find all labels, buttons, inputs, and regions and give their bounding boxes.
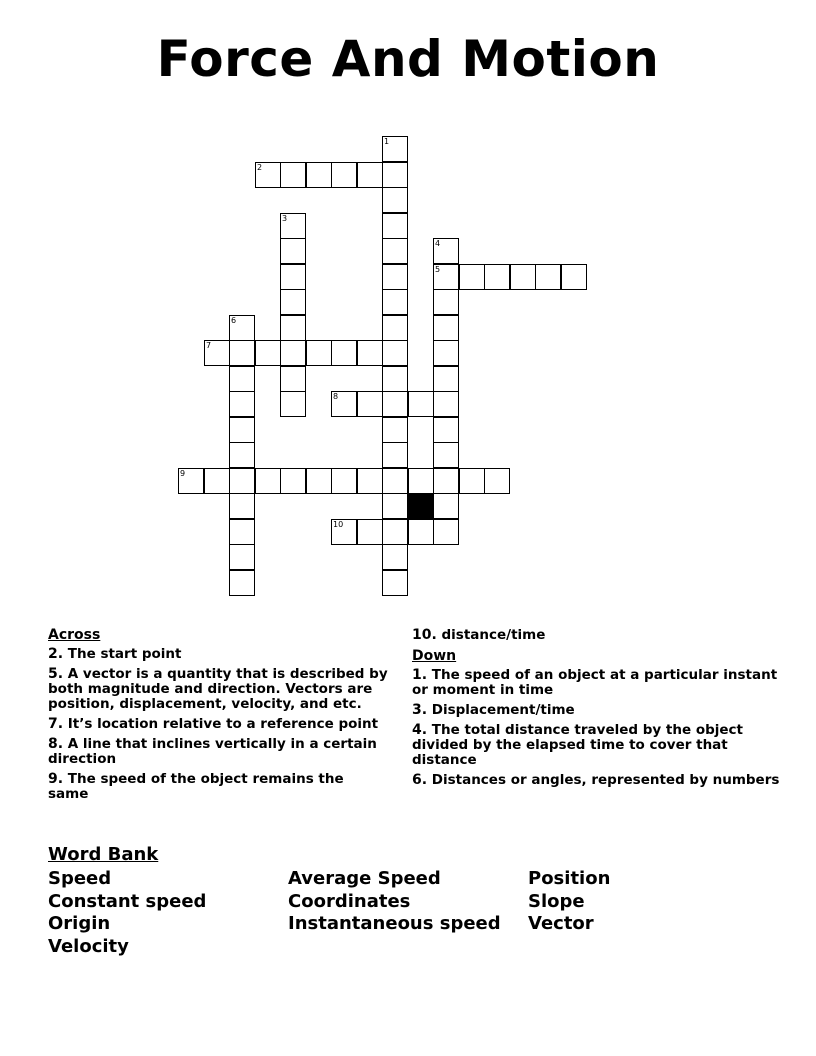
clue-number: 5.: [48, 666, 64, 682]
crossword-cell[interactable]: [331, 340, 357, 366]
crossword-cell[interactable]: [229, 391, 255, 417]
crossword-cell[interactable]: [382, 391, 408, 417]
crossword-cell[interactable]: [459, 468, 485, 494]
clue-number: 2.: [48, 646, 64, 662]
crossword-cell[interactable]: [382, 136, 408, 162]
crossword-cell[interactable]: [178, 468, 204, 494]
crossword-cell[interactable]: [484, 468, 510, 494]
page-title: Force And Motion: [156, 30, 660, 88]
clue-text: The start point: [67, 646, 182, 662]
clue-across-7: [48, 717, 388, 732]
crossword-cell[interactable]: [382, 493, 408, 519]
clue-across-10: [412, 628, 782, 643]
crossword-cell[interactable]: [382, 289, 408, 315]
crossword-cell[interactable]: [255, 468, 281, 494]
crossword-cell[interactable]: [280, 162, 306, 188]
clue-across-8: [48, 737, 388, 767]
crossword-cell[interactable]: [408, 468, 434, 494]
word-bank-item: Coordinates: [288, 891, 411, 912]
crossword-cell[interactable]: [306, 162, 332, 188]
clue-number: 7.: [48, 716, 64, 732]
clue-text: Displacement/time: [431, 702, 575, 718]
crossword-cell[interactable]: [280, 315, 306, 341]
crossword-cell[interactable]: [229, 340, 255, 366]
clue-number: 3.: [412, 702, 428, 718]
clue-text: It’s location relative to a reference point: [67, 716, 379, 732]
crossword-cell[interactable]: [204, 340, 230, 366]
crossword-cell[interactable]: [382, 366, 408, 392]
clue-down-4: [412, 723, 782, 768]
crossword-cell[interactable]: [280, 264, 306, 290]
word-bank-item: Position: [528, 868, 611, 889]
crossword-cell[interactable]: [331, 468, 357, 494]
clues-left-column: [48, 628, 388, 807]
crossword-cell[interactable]: [229, 519, 255, 545]
clue-text: A line that inclines vertically in a certain direction: [48, 736, 377, 767]
crossword-cell[interactable]: [382, 187, 408, 213]
crossword-cell[interactable]: [280, 366, 306, 392]
word-bank-item: Instantaneous speed: [288, 913, 501, 934]
crossword-cell[interactable]: [535, 264, 561, 290]
crossword-cell[interactable]: [382, 417, 408, 443]
clue-text: The total distance traveled by the object divided by the elapsed time to cover that distance: [412, 722, 744, 768]
crossword-cell[interactable]: [255, 162, 281, 188]
word-bank-item: Velocity: [48, 936, 129, 957]
crossword-cell[interactable]: [280, 289, 306, 315]
word-bank-title: Word Bank: [48, 844, 159, 865]
word-bank-item: Speed: [48, 868, 112, 889]
crossword-cell[interactable]: [484, 264, 510, 290]
clue-across-9: [48, 772, 388, 802]
crossword-cell[interactable]: [433, 468, 459, 494]
crossword-cell[interactable]: [357, 162, 383, 188]
crossword-cell[interactable]: [433, 238, 459, 264]
crossword-cell[interactable]: [229, 468, 255, 494]
crossword-cell[interactable]: [561, 264, 587, 290]
crossword-cell[interactable]: [229, 493, 255, 519]
clue-text: The speed of the object remains the same: [48, 771, 344, 802]
across-heading: Across: [48, 627, 101, 643]
cell-number: 3: [282, 214, 288, 223]
crossword-cell[interactable]: [280, 238, 306, 264]
crossword-cell[interactable]: [408, 519, 434, 545]
cell-number: 10: [333, 520, 344, 529]
crossword-cell[interactable]: [433, 391, 459, 417]
clue-down-6: [412, 773, 782, 788]
crossword-cell[interactable]: [357, 468, 383, 494]
crossword-cell[interactable]: [433, 417, 459, 443]
crossword-cell[interactable]: [357, 519, 383, 545]
clue-number: 9.: [48, 771, 64, 787]
cell-number: 1: [384, 137, 390, 146]
cell-number: 6: [231, 316, 237, 325]
crossword-cell[interactable]: [306, 468, 332, 494]
crossword-cell[interactable]: [255, 340, 281, 366]
word-bank-item: Average Speed: [288, 868, 441, 889]
crossword-cell[interactable]: [382, 519, 408, 545]
crossword-cell[interactable]: [382, 544, 408, 570]
word-bank-item: Origin: [48, 913, 111, 934]
crossword-cell[interactable]: [280, 391, 306, 417]
clue-number: 10.: [412, 627, 437, 643]
crossword-cell[interactable]: [331, 162, 357, 188]
crossword-cell[interactable]: [204, 468, 230, 494]
crossword-cell[interactable]: [331, 391, 357, 417]
crossword-cell[interactable]: [382, 442, 408, 468]
clue-across-2: [48, 647, 388, 662]
crossword-cell[interactable]: [382, 468, 408, 494]
crossword-cell[interactable]: [229, 442, 255, 468]
cell-number: 5: [435, 265, 441, 274]
crossword-cell[interactable]: [433, 340, 459, 366]
clue-number: 4.: [412, 722, 428, 738]
clues-right-column: [412, 628, 782, 793]
crossword-cell[interactable]: [382, 570, 408, 596]
crossword-cell[interactable]: [229, 570, 255, 596]
crossword-cell[interactable]: [408, 391, 434, 417]
cell-number: 7: [206, 341, 212, 350]
crossword-cell[interactable]: [433, 315, 459, 341]
crossword-cell[interactable]: [433, 289, 459, 315]
crossword-cell[interactable]: [433, 366, 459, 392]
cell-number: 8: [333, 392, 339, 401]
cell-number: 9: [180, 469, 186, 478]
clue-text: distance/time: [441, 627, 546, 643]
crossword-cell[interactable]: [433, 519, 459, 545]
clue-across-5: [48, 667, 388, 712]
crossword-black-cell: [408, 493, 434, 519]
clue-text: Distances or angles, represented by numbers: [431, 772, 780, 788]
crossword-cell[interactable]: [229, 366, 255, 392]
crossword-cell[interactable]: [280, 468, 306, 494]
crossword-cell[interactable]: [382, 238, 408, 264]
crossword-cell[interactable]: [433, 493, 459, 519]
clue-number: 1.: [412, 667, 428, 683]
word-bank-item: Vector: [528, 913, 594, 934]
cell-number: 2: [257, 163, 263, 172]
cell-number: 4: [435, 239, 441, 248]
crossword-cell[interactable]: [280, 340, 306, 366]
crossword-cell[interactable]: [382, 162, 408, 188]
word-bank-item: Slope: [528, 891, 585, 912]
clue-number: 8.: [48, 736, 64, 752]
crossword-cell[interactable]: [433, 264, 459, 290]
clue-down-3: [412, 703, 782, 718]
crossword-cell[interactable]: [357, 340, 383, 366]
crossword-cell[interactable]: [459, 264, 485, 290]
crossword-cell[interactable]: [382, 264, 408, 290]
crossword-cell[interactable]: [382, 213, 408, 239]
crossword-cell[interactable]: [382, 315, 408, 341]
word-bank-item: Constant speed: [48, 891, 207, 912]
crossword-cell[interactable]: [382, 340, 408, 366]
crossword-cell[interactable]: [229, 315, 255, 341]
clue-number: 6.: [412, 772, 428, 788]
crossword-cell[interactable]: [433, 442, 459, 468]
crossword-cell[interactable]: [306, 340, 332, 366]
clue-text: A vector is a quantity that is described by both magnitude and direction. Vectors are position, displacement, velocity, and etc.: [48, 666, 388, 712]
down-heading: Down: [412, 648, 457, 664]
crossword-cell[interactable]: [510, 264, 536, 290]
crossword-cell[interactable]: [229, 544, 255, 570]
crossword-cell[interactable]: [229, 417, 255, 443]
crossword-cell[interactable]: [331, 519, 357, 545]
clue-text: The speed of an object at a particular instant or moment in time: [412, 667, 778, 698]
clue-down-1: [412, 668, 782, 698]
crossword-cell[interactable]: [280, 213, 306, 239]
crossword-cell[interactable]: [357, 391, 383, 417]
